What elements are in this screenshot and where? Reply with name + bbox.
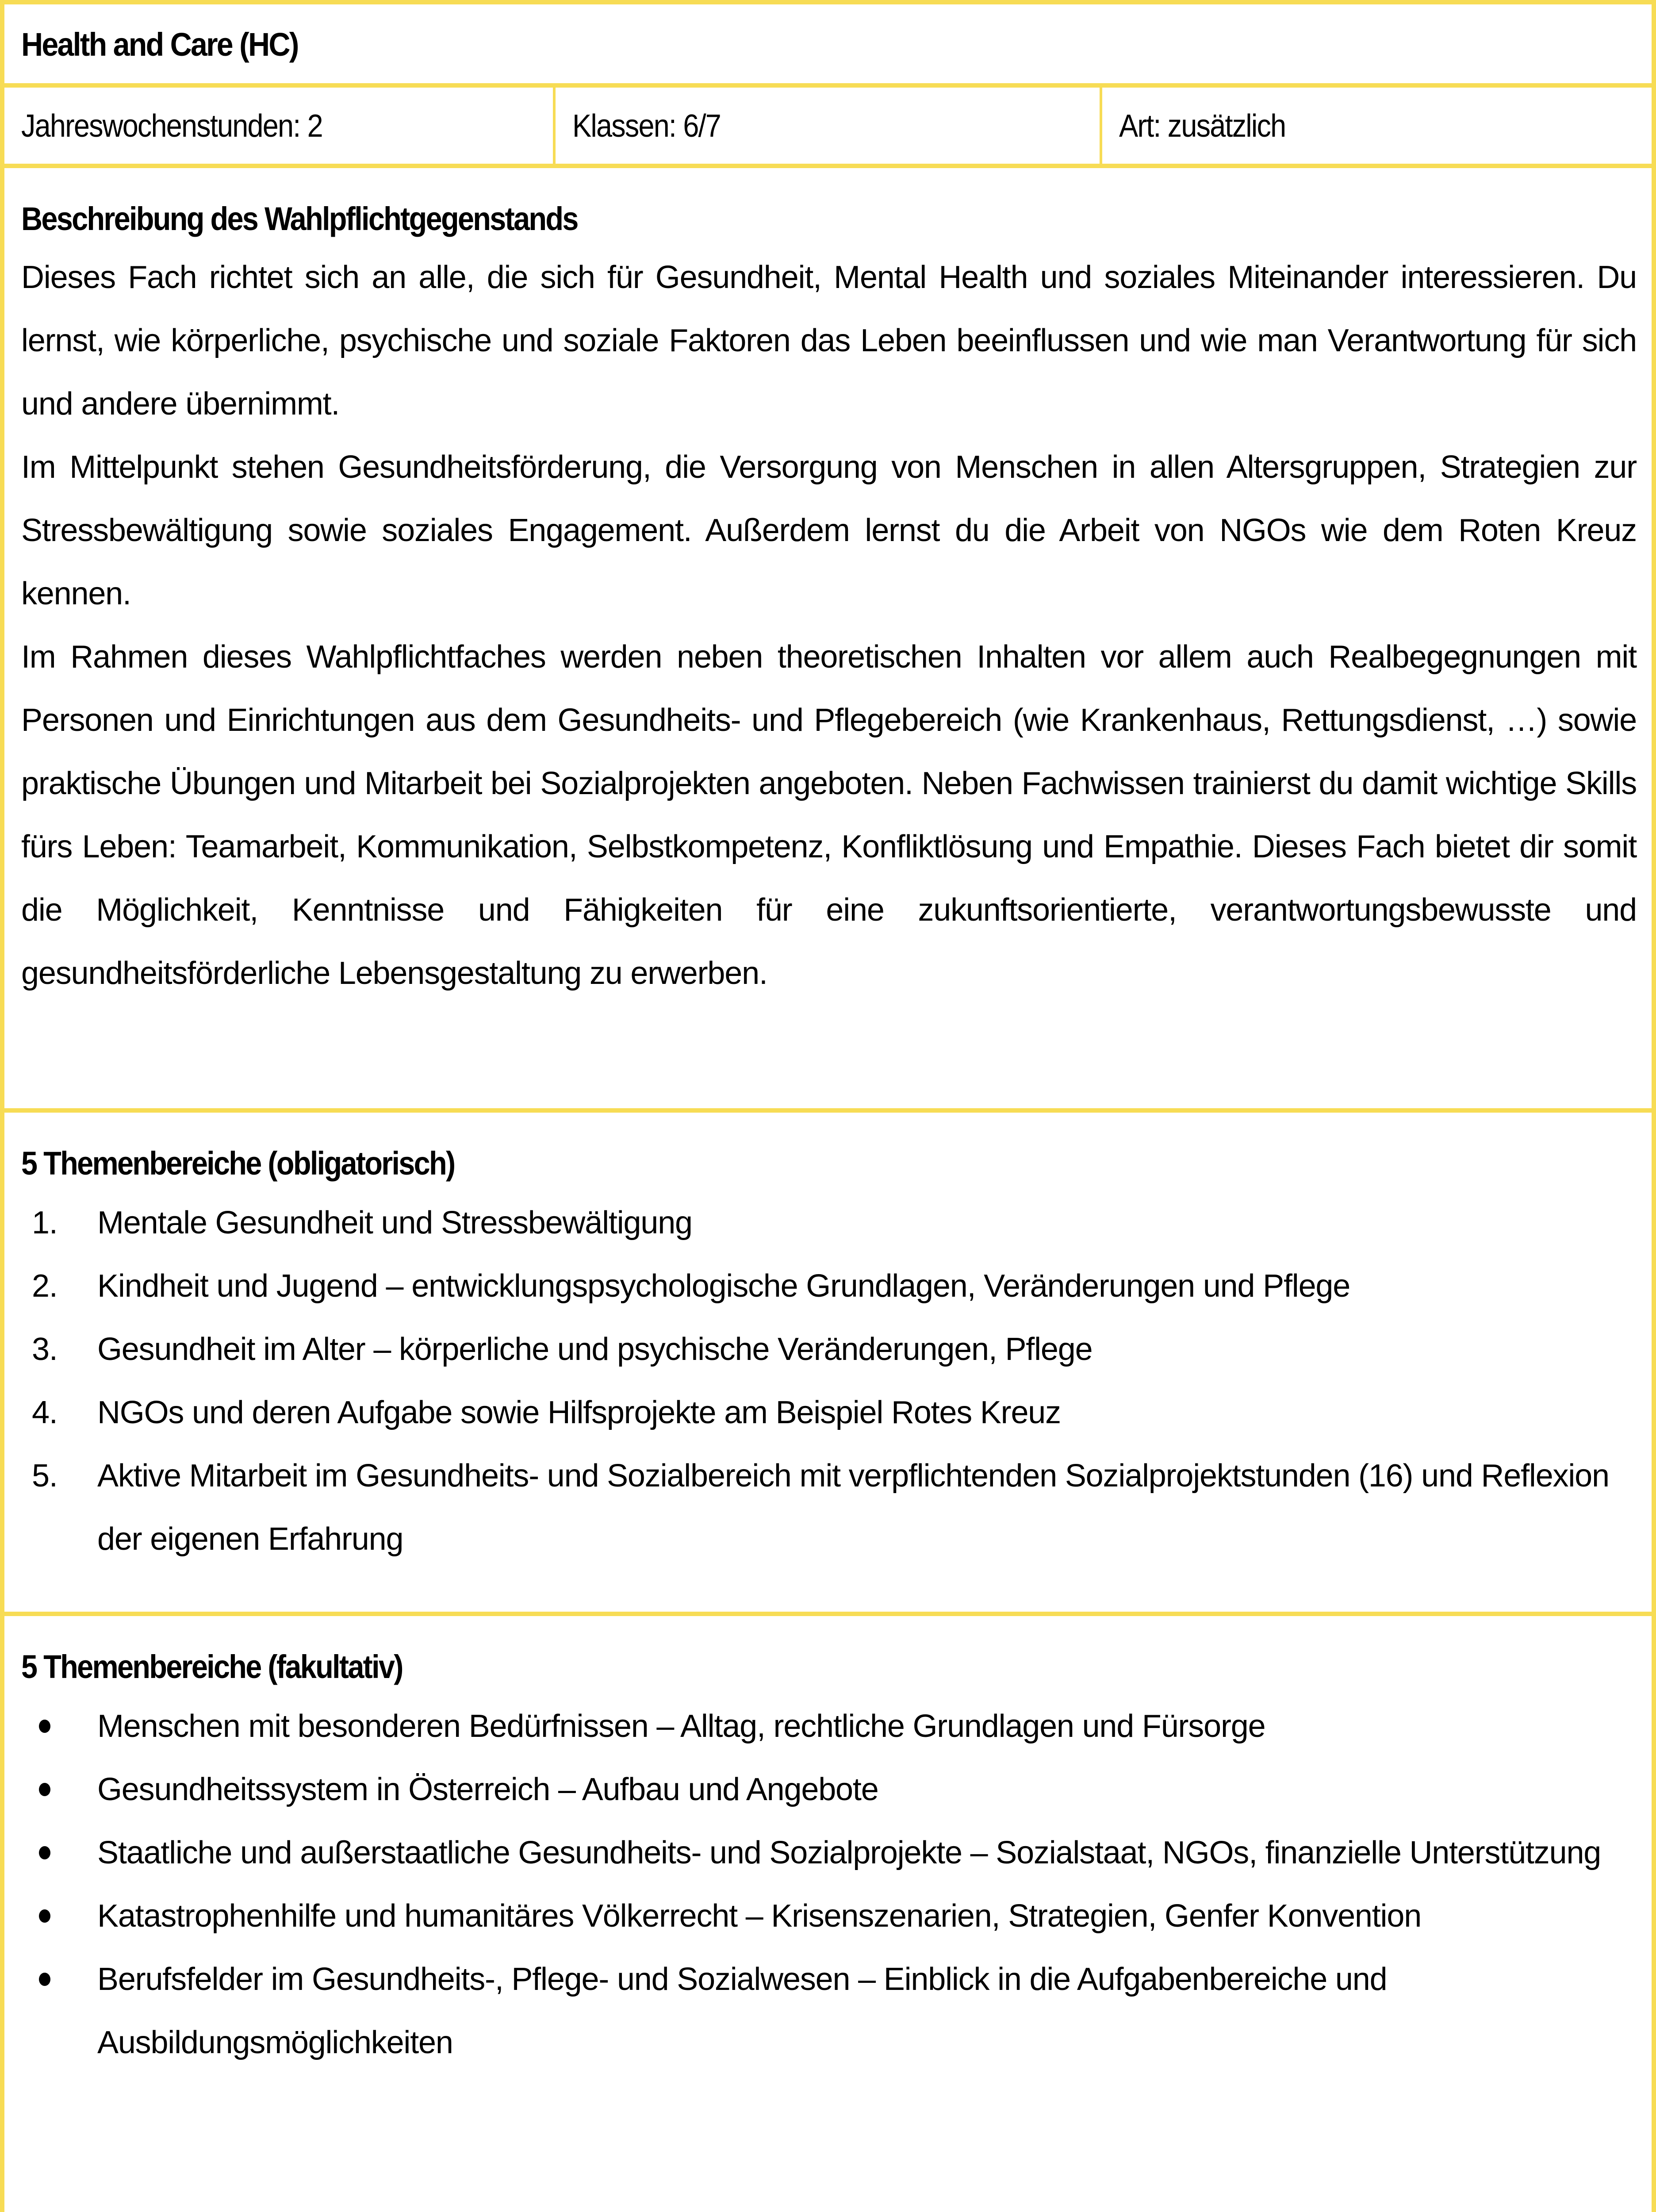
list-number: 1. — [32, 1205, 58, 1240]
bullet-icon — [39, 1720, 50, 1733]
description-paragraph: Dieses Fach richtet sich an alle, die sich für Gesundheit, Mental Health und soziales Miteinander interessieren. Du lernst, wie körperliche, psychische und soziale Faktoren das Leben beeinflussen und wie man Verantwortung für sich und andere übernimmt. — [21, 260, 1637, 422]
list-number: 3. — [32, 1332, 58, 1367]
obligatory-heading: 5 Themenbereiche (obligatorisch) — [21, 1145, 455, 1182]
klassen-label: Klassen: 6/7 — [572, 108, 721, 144]
list-item — [21, 1191, 1637, 1255]
list-item-text: Berufsfelder im Gesundheits-, Pflege- und Sozialwesen – Einblick in die Aufgabenbereiche und Ausbildungsmöglichkeiten — [97, 1962, 1387, 2060]
list-item — [21, 1758, 1637, 1821]
obligatory-list — [21, 1191, 1637, 1571]
meta-cell-klassen — [556, 88, 1100, 164]
description-paragraph: Im Mittelpunkt stehen Gesundheitsförderung, die Versorgung von Menschen in allen Altersgruppen, Strategien zur Stressbewältigung sowie soziales Engagement. Außerdem lernst du die Arbeit von NGOs wie dem Roten Kreuz kennen. — [21, 449, 1637, 611]
list-number: 4. — [32, 1395, 58, 1430]
list-number: 2. — [32, 1268, 58, 1304]
divider — [4, 83, 1652, 88]
description-text — [21, 246, 1637, 1005]
optional-heading: 5 Themenbereiche (fakultativ) — [21, 1648, 402, 1685]
list-item-text: Katastrophenhilfe und humanitäres Völkerrecht – Krisenszenarien, Strategien, Genfer Konvention — [97, 1898, 1422, 1934]
description-section — [4, 168, 1652, 1108]
title-row — [4, 4, 1652, 83]
list-item-text: NGOs und deren Aufgabe sowie Hilfsprojekte am Beispiel Rotes Kreuz — [97, 1395, 1061, 1430]
list-item — [21, 1444, 1637, 1571]
bullet-icon — [39, 1909, 50, 1923]
list-item-text: Kindheit und Jugend – entwicklungspsychologische Grundlagen, Veränderungen und Pflege — [97, 1268, 1350, 1304]
list-item-text: Mentale Gesundheit und Stressbewältigung — [97, 1205, 692, 1240]
list-item-text: Menschen mit besonderen Bedürfnissen – Alltag, rechtliche Grundlagen und Fürsorge — [97, 1709, 1265, 1744]
list-item — [21, 1381, 1637, 1444]
list-item-text: Gesundheitssystem in Österreich – Aufbau und Angebote — [97, 1772, 878, 1807]
optional-section — [4, 1616, 1652, 2212]
divider — [4, 164, 1652, 168]
course-title: Health and Care (HC) — [21, 26, 298, 63]
divider — [4, 1612, 1652, 1616]
list-item-text: Aktive Mitarbeit im Gesundheits- und Sozialbereich mit verpflichtenden Sozialprojektstunden (16) und Reflexion der eigenen Erfahrung — [97, 1458, 1609, 1557]
art-label: Art: zusätzlich — [1119, 108, 1286, 144]
bullet-icon — [39, 1783, 50, 1796]
list-item — [21, 1948, 1637, 2074]
list-item — [21, 1821, 1637, 1885]
description-paragraph: Im Rahmen dieses Wahlpflichtfaches werden neben theoretischen Inhalten vor allem auch Realbegegnungen mit Personen und Einrichtungen aus dem Gesundheits- und Pflegebereich (wie Krankenhaus, Rettungsdienst, …) sowie praktische Übungen und Mitarbeit bei Sozialprojekten angeboten. Neben Fachwissen trainierst du damit wichtige Skills fürs Leben: Teamarbeit, Kommunikation, Selbstkompetenz, Konfliktlösung und Empathie. Dieses Fach bietet dir somit die Möglichkeit, Kenntnisse und Fähigkeiten für eine zukunftsorientierte, verantwortungsbewusste und gesundheitsförderliche Lebensgestaltung zu erwerben. — [21, 639, 1637, 991]
meta-row — [4, 88, 1652, 164]
list-item — [21, 1885, 1637, 1948]
list-item — [21, 1255, 1637, 1318]
meta-cell-wochenstunden — [4, 88, 553, 164]
list-number: 5. — [32, 1458, 58, 1494]
bullet-icon — [39, 1973, 50, 1986]
obligatory-section — [4, 1113, 1652, 1612]
optional-list — [21, 1695, 1637, 2074]
list-item — [21, 1695, 1637, 1758]
divider — [4, 1108, 1652, 1113]
description-heading: Beschreibung des Wahlpflichtgegenstands — [21, 200, 578, 237]
list-item-text: Staatliche und außerstaatliche Gesundheits- und Sozialprojekte – Sozialstaat, NGOs, finanzielle Unterstützung — [97, 1835, 1601, 1870]
list-item — [21, 1318, 1637, 1381]
wochenstunden-label: Jahreswochenstunden: 2 — [21, 108, 322, 144]
meta-cell-art — [1102, 88, 1651, 164]
list-item-text: Gesundheit im Alter – körperliche und psychische Veränderungen, Pflege — [97, 1332, 1092, 1367]
bullet-icon — [39, 1846, 50, 1859]
